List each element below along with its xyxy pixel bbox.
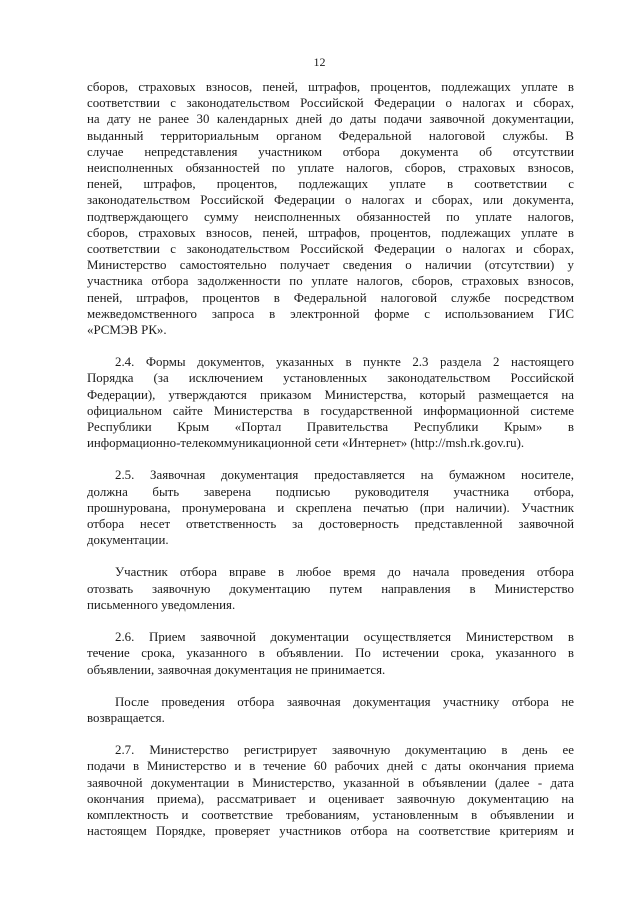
text-line: окончания приема), рассматривает и оценивает заявочную документацию на [87,791,574,806]
paragraph [87,79,574,338]
text-line: возвращается. [87,710,165,725]
text-line: комплектность и соответствие требованиям, установленным в объявлении и [87,807,574,822]
text-line: течение срока, указанного в объявлении. По истечении срока, указанного в [87,646,574,661]
document-body [87,79,574,839]
text-line: межведомственного запроса в электронной форме с использованием ГИС [87,306,574,321]
text-line: участника отбора задолженности по уплате налогов, сборов, страховых взносов, [87,274,574,289]
text-line: пеней, штрафов, процентов, подлежащих уплате в соответствии с [87,177,574,192]
paragraph [87,354,574,451]
text-line: заявочной документации в Министерство, указанной в объявлении (далее - дата [87,775,574,790]
paragraph [87,629,574,678]
text-line: случае непредставления участником отбора документа об отсутствии [87,144,574,159]
paragraph [87,742,574,839]
text-line: прошнурована, пронумерована и скреплена печатью (при наличии). Участник [87,500,574,515]
text-line: подтверждающего сумму неисполненных обязанностей по уплате налогов, [87,209,574,224]
text-line: настоящем Порядке, проверяет участников отбора на соответствие критериям и [87,824,574,839]
text-line: выданный территориальным органом Федеральной налоговой службы. В [87,128,574,143]
text-line: сборов, страховых взносов, пеней, штрафов, процентов, подлежащих уплате в [87,225,574,240]
text-line: документации. [87,533,169,548]
text-line: 2.4. Формы документов, указанных в пункте 2.3 раздела 2 настоящего [115,355,574,370]
paragraph [87,564,574,613]
text-line: информационно-телекоммуникационной сети «Интернет» (http://msh.rk.gov.ru). [87,436,525,451]
text-line: пеней, штрафов, процентов в Федеральной налоговой службе посредством [87,290,574,305]
text-line: Порядка (за исключением установленных законодательством Российской [87,371,574,386]
text-line: неисполненных обязанностей по уплате налогов, сборов, страховых взносов, [87,161,574,176]
text-line: на дату не ранее 30 календарных дней до даты подачи заявочной документации, [87,112,574,127]
text-line: должна быть заверена подписью руководителя участника отбора, [87,484,574,499]
paragraph [87,467,574,548]
text-line: После проведения отбора заявочная документация участнику отбора не [115,694,574,709]
text-line: официальном сайте Министерства в государственной информационной системе [87,403,574,418]
text-line: сборов, страховых взносов, пеней, штрафов, процентов, подлежащих уплате в [87,80,574,94]
text-line: Министерство самостоятельно получает сведения о наличии (отсутствии) у [87,258,574,273]
text-line: отбора несет ответственность за достоверность представленной заявочной [87,517,574,532]
text-line: 2.6. Прием заявочной документации осуществляется Министерством в [115,630,574,645]
text-line: Федерации), утверждаются приказом Министерства, который размещается на [87,387,574,402]
paragraph [87,694,574,726]
text-line: 2.7. Министерство регистрирует заявочную документацию в день ее [115,743,574,758]
text-line: «РСМЭВ РК». [87,323,167,338]
text-line: отозвать заявочную документацию путем направления в Министерство [87,581,574,596]
text-line: письменного уведомления. [87,597,236,612]
text-line: законодательством Российской Федерации о налогах и сборах, или документа, [87,193,574,208]
text-line: объявлении, заявочная документация не принимается. [87,662,386,677]
text-line: Республики Крым «Портал Правительства Республики Крым» в [87,420,574,435]
text-line: соответствии с законодательством Российской Федерации о налогах и сборах, [87,242,574,257]
text-line: соответствии с законодательством Российской Федерации о налогах и сборах, [87,96,574,111]
text-line: Участник отбора вправе в любое время до начала проведения отбора [115,565,574,580]
page-number: 12 [313,55,326,69]
text-line: подачи в Министерство и в течение 60 рабочих дней с даты окончания приема [87,759,574,774]
text-line: 2.5. Заявочная документация предоставляется на бумажном носителе, [115,468,574,483]
